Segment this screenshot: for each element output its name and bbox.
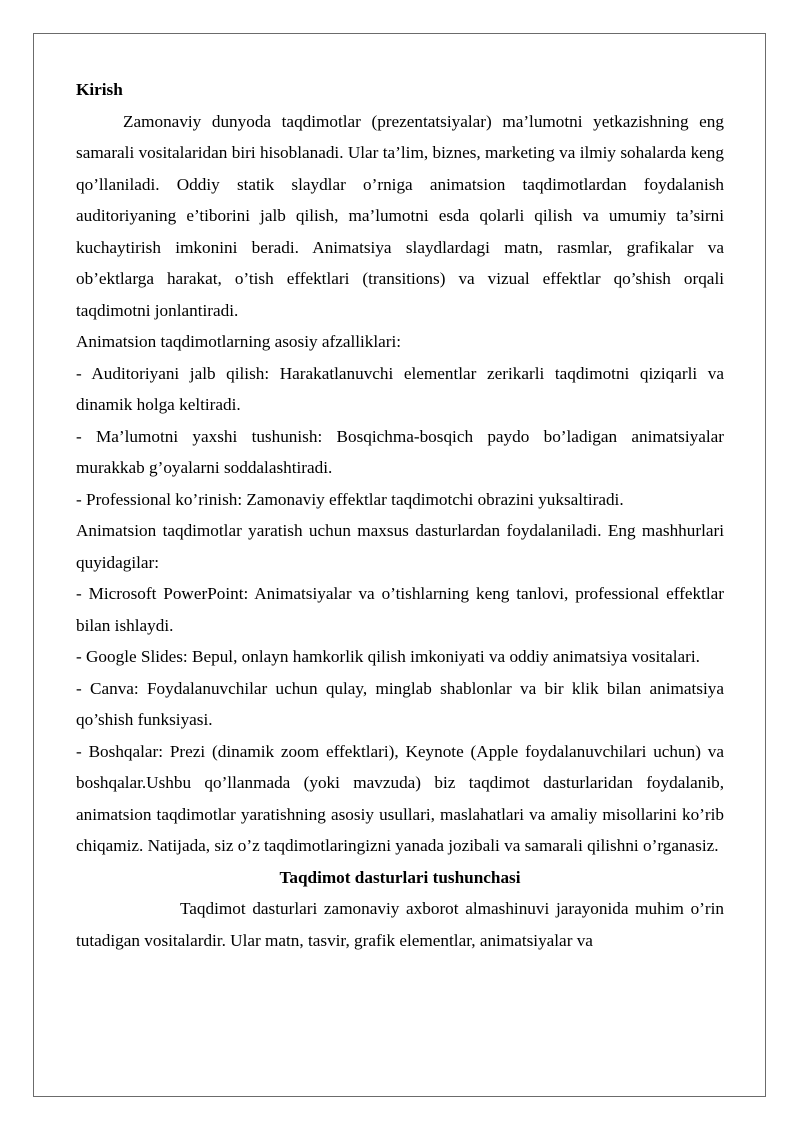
list-item: - Auditoriyani jalb qilish: Harakatlanuvchi elementlar zerikarli taqdimotni qiziqarli va dinamik holga keltiradi. (76, 363, 724, 414)
paragraph: Animatsion taqdimotlar yaratish uchun maxsus dasturlardan foydalaniladi. Eng mashhurlari quyidagilar: (76, 521, 724, 572)
list-item: - Professional ko’rinish: Zamonaviy effektlar taqdimotchi obrazini yuksaltiradi. (76, 489, 624, 509)
paragraph: Zamonaviy dunyoda taqdimotlar (prezentatsiyalar) ma’lumotni yetkazishning eng samarali vositalaridan biri hisoblanadi. Ular ta’lim, biznes, marketing va ilmiy sohalarda keng qo’llaniladi. Oddiy statik slaydlar o’rniga animatsion taqdimotlardan foydalanish auditoriyaning e’tiborini jalb qilish, ma’lumotni esda qolarli qilish va umumiy ta’sirni kuchaytirish imkonini beradi. Animatsiya slaydlardagi matn, rasmlar, grafikalar va ob’ektlarga harakat, o’tish effektlari (transitions) va vizual effektlar qo’shish orqali taqdimotni jonlantiradi. (76, 111, 724, 320)
list-item: - Boshqalar: Prezi (dinamik zoom effektlari), Keynote (Apple foydalanuvchilari uchun) va boshqalar.Ushbu qo’llanmada (yoki mavzuda) biz taqdimot dasturlaridan foydalanib, animatsion taqdimotlar yaratishning asosiy usullari, maslahatlari va amaliy misollarini ko’rib chiqamiz. Natijada, siz o’z taqdimotlaringizni yanada jozibali va samarali qilishni o’rganasiz. (76, 741, 724, 855)
document-body (76, 74, 724, 956)
section-heading: Taqdimot dasturlari tushunchasi (279, 867, 521, 887)
list-item: - Canva: Foydalanuvchilar uchun qulay, minglab shablonlar va bir klik bilan animatsiya qo’shish funksiyasi. (76, 678, 724, 729)
list-item: - Google Slides: Bepul, onlayn hamkorlik qilish imkoniyati va oddiy animatsiya vositalari. (76, 647, 700, 666)
intro-heading: Kirish (76, 80, 123, 99)
list-item: - Ma’lumotni yaxshi tushunish: Bosqichma-bosqich paydo bo’ladigan animatsiyalar murakkab g’oyalarni soddalashtiradi. (76, 426, 724, 477)
paragraph: Taqdimot dasturlari zamonaviy axborot almashinuvi jarayonida muhim o’rin tutadigan vositalardir. Ular matn, tasvir, grafik elementlar, animatsiyalar va (76, 899, 724, 950)
list-item: - Microsoft PowerPoint: Animatsiyalar va o’tishlarning keng tanlovi, professional effektlar bilan ishlaydi. (76, 584, 724, 635)
paragraph: Animatsion taqdimotlarning asosiy afzalliklari: (76, 332, 402, 351)
